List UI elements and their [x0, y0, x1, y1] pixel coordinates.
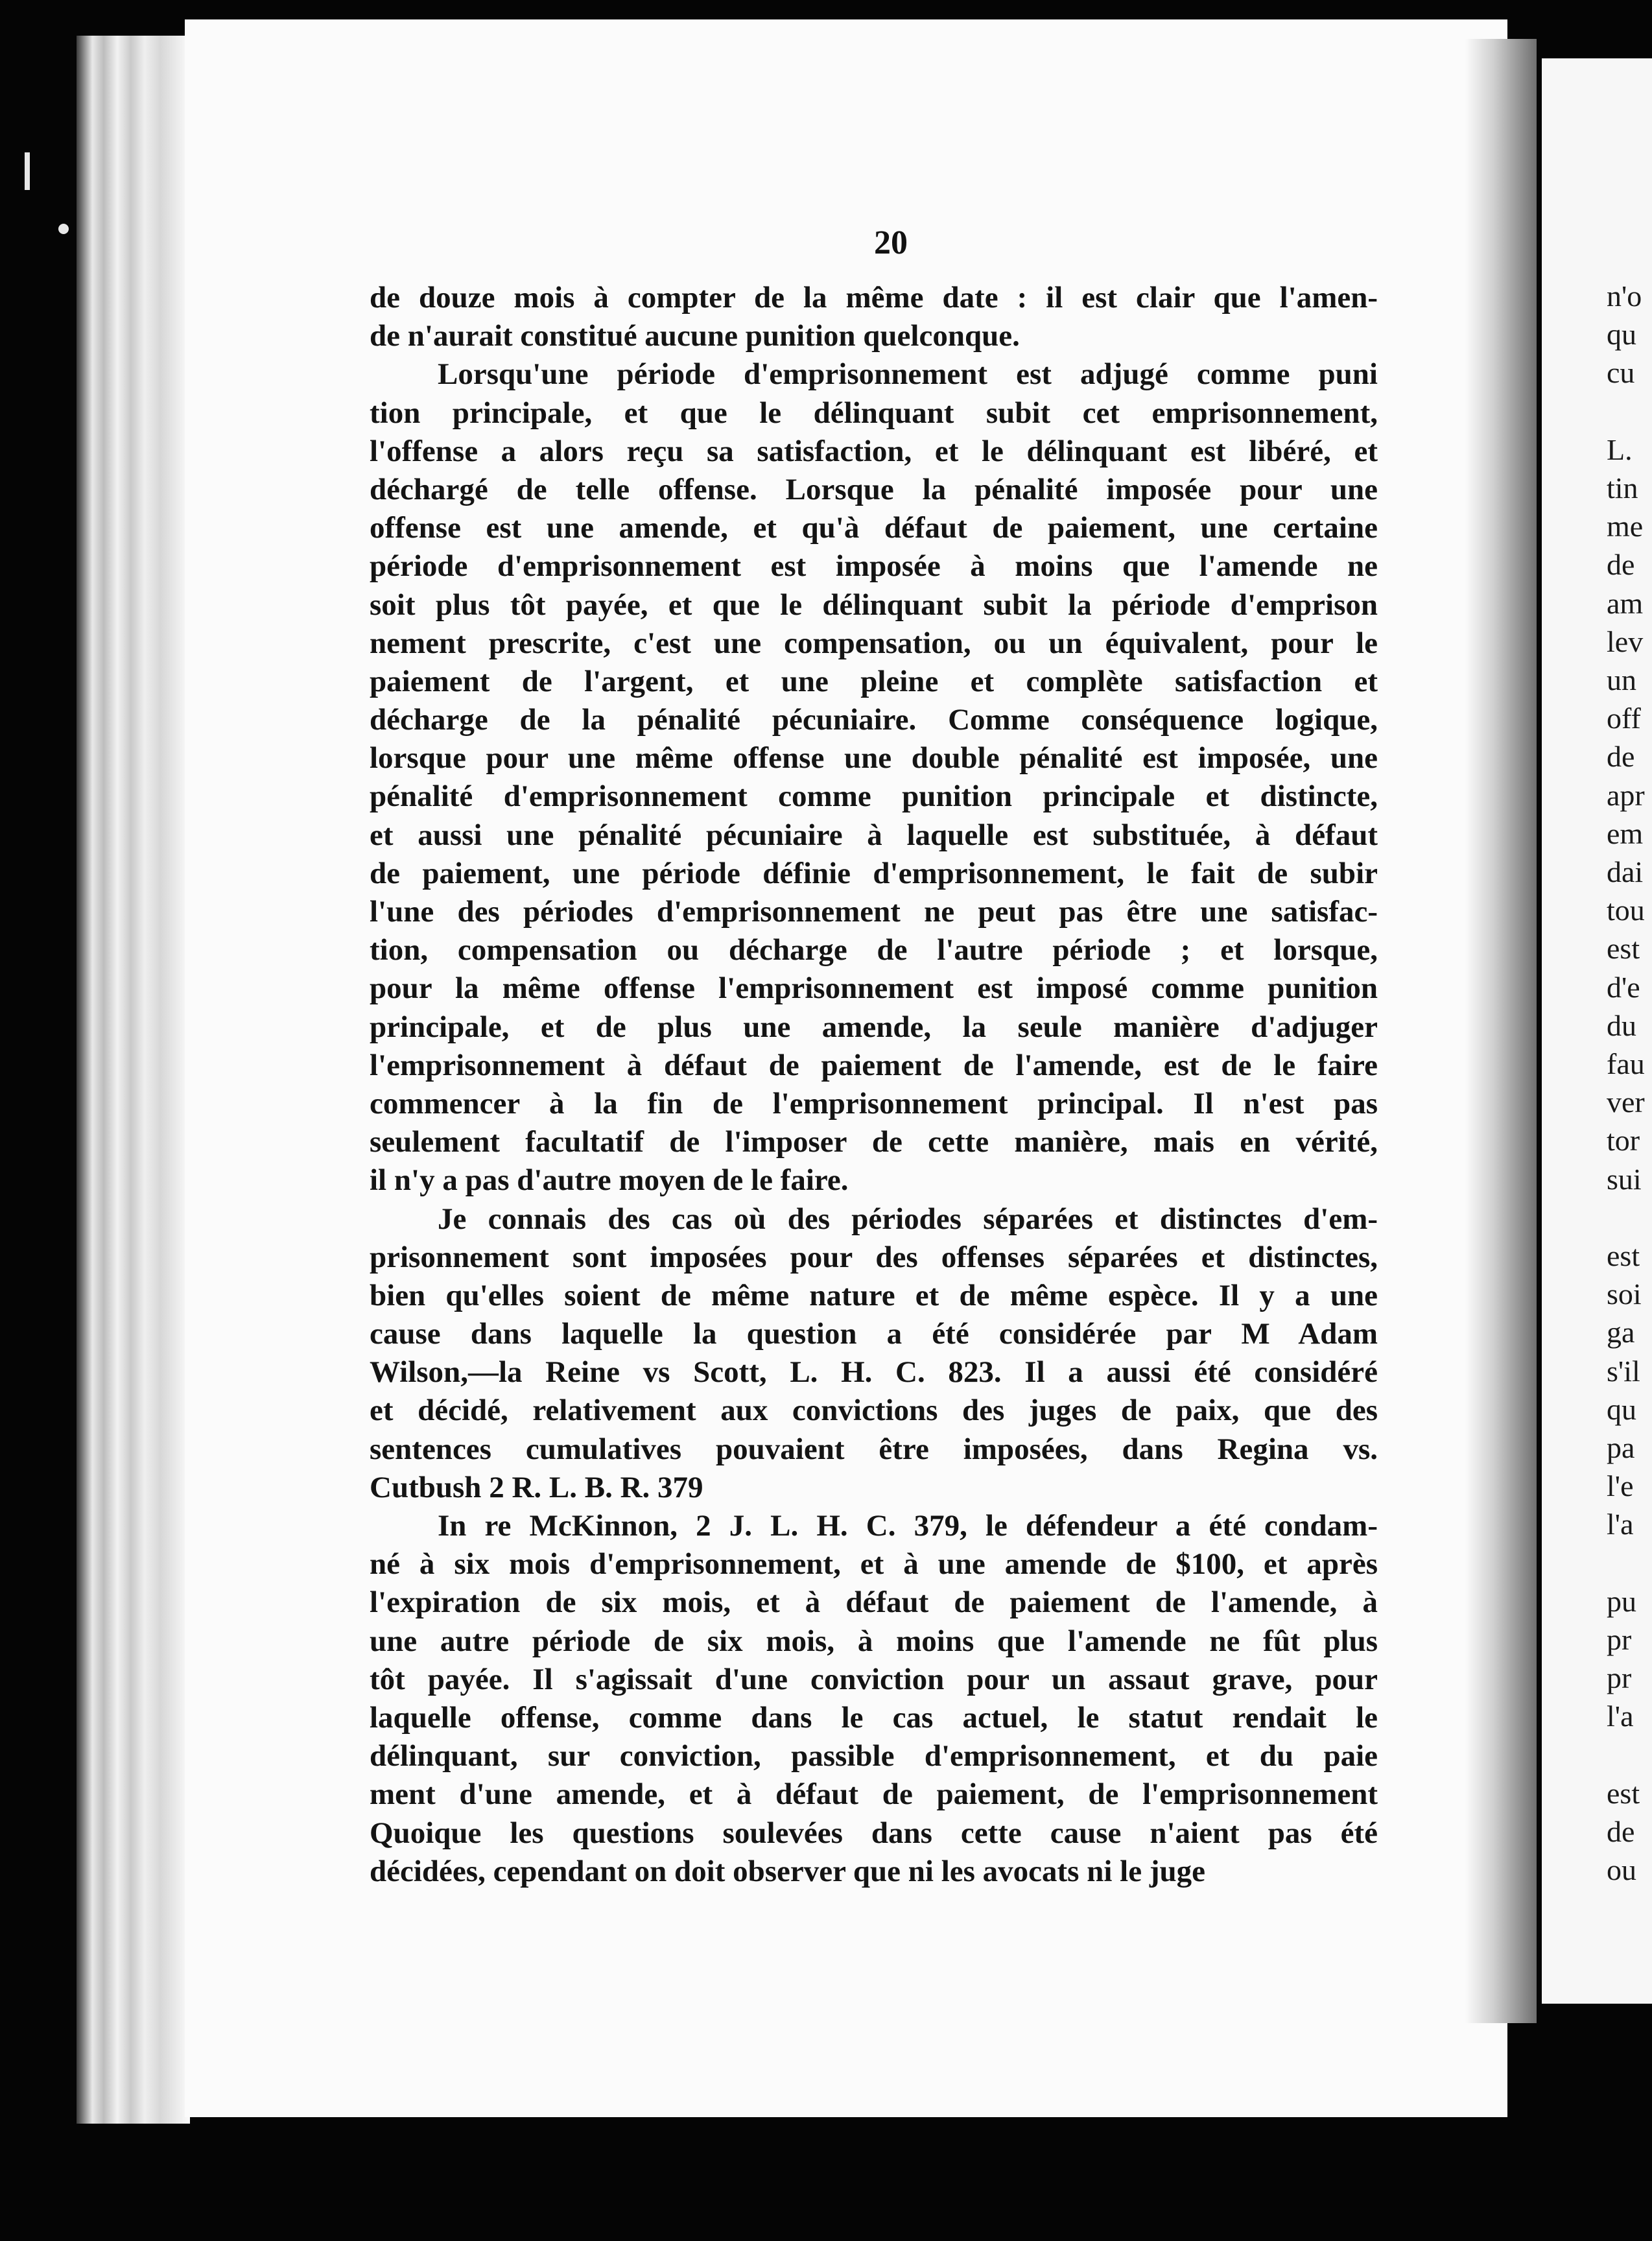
text-line: tôt payée. Il s'agissait d'une conviction pour un assaut grave, pour: [370, 1662, 1378, 1696]
text-line: de paiement, une période définie d'emprisonnement, le fait de subir: [370, 856, 1378, 890]
page-edge-stack: [77, 36, 190, 2124]
facing-text-fragment: cu: [1607, 356, 1635, 390]
facing-text-fragment: pr: [1607, 1623, 1632, 1656]
text-line: seulement facultatif de l'imposer de cette manière, mais en vérité,: [370, 1125, 1378, 1159]
text-line: In re McKinnon, 2 J. L. H. C. 379, le défendeur a été condam-: [438, 1509, 1378, 1543]
text-line: décidées, cependant on doit observer que ni les avocats ni le juge: [370, 1854, 1205, 1888]
facing-text-fragment: est: [1607, 932, 1640, 966]
text-line: prisonnement sont imposées pour des offenses séparées et distinctes,: [370, 1240, 1378, 1274]
facing-text-fragment: ver: [1607, 1085, 1645, 1119]
text-line: soit plus tôt payée, et que le délinquant subit la période d'emprison: [370, 587, 1378, 622]
text-line: décharge de la pénalité pécuniaire. Comme conséquence logique,: [370, 703, 1378, 737]
facing-text-fragment: l'e: [1607, 1469, 1634, 1503]
text-line: Je connais des cas où des périodes séparées et distinctes d'em-: [438, 1202, 1378, 1236]
body-text: [370, 279, 1378, 1891]
text-line: paiement de l'argent, et une pleine et complète satisfaction et: [370, 664, 1378, 698]
text-line: il n'y a pas d'autre moyen de le faire.: [370, 1163, 849, 1198]
text-line: laquelle offense, comme dans le cas actuel, le statut rendait le: [370, 1700, 1378, 1735]
facing-text-fragment: n'o: [1607, 279, 1642, 313]
facing-text-fragment: dai: [1607, 855, 1644, 888]
text-line: ment d'une amende, et à défaut de paiement, de l'emprisonnement: [370, 1777, 1378, 1812]
facing-text-fragment: off: [1607, 702, 1641, 735]
paragraph: [370, 279, 1378, 355]
text-line: commencer à la fin de l'emprisonnement principal. Il n'est pas: [370, 1086, 1378, 1120]
margin-mark: [25, 152, 30, 190]
text-line: de n'aurait constitué aucune punition quelconque.: [370, 319, 1020, 353]
facing-text-fragment: l'a: [1607, 1700, 1634, 1733]
text-line: Quoique les questions soulevées dans cette cause n'aient pas été: [370, 1816, 1378, 1850]
facing-text-fragment: d'e: [1607, 970, 1640, 1004]
facing-text-fragment: sui: [1607, 1162, 1642, 1196]
facing-text-fragment: pa: [1607, 1431, 1635, 1464]
text-line: sentences cumulatives pouvaient être imposées, dans Regina vs.: [370, 1432, 1378, 1466]
facing-text-fragment: lev: [1607, 624, 1644, 658]
text-line: de douze mois à compter de la même date : il est clair que l'amen-: [370, 281, 1378, 314]
paragraph: [370, 1200, 1378, 1508]
text-line: Wilson,—la Reine vs Scott, L. H. C. 823. Il a aussi été considéré: [370, 1355, 1378, 1390]
facing-text-fragment: apr: [1607, 778, 1645, 812]
text-line: l'emprisonnement à défaut de paiement de l'amende, est de le faire: [370, 1048, 1378, 1082]
facing-text-fragment: du: [1607, 1008, 1636, 1042]
text-line: période d'emprisonnement est imposée à moins que l'amende ne: [370, 549, 1378, 584]
paragraph: [370, 1507, 1378, 1891]
page-number: 20: [874, 224, 908, 261]
facing-text-fragment: L.: [1607, 433, 1633, 466]
facing-text-fragment: me: [1607, 510, 1644, 543]
text-line: offense est une amende, et qu'à défaut de paiement, une certaine: [370, 511, 1378, 545]
facing-text-fragment: qu: [1607, 318, 1636, 351]
facing-text-fragment: fau: [1607, 1047, 1645, 1080]
facing-text-fragment: qu: [1607, 1392, 1636, 1426]
text-line: l'expiration de six mois, et à défaut de paiement de l'amende, à: [370, 1585, 1378, 1620]
facing-text-fragment: est: [1607, 1239, 1640, 1272]
text-line: Lorsqu'une période d'emprisonnement est adjugé comme puni: [438, 357, 1378, 392]
text-line: Cutbush 2 R. L. B. R. 379: [370, 1470, 703, 1504]
text-line: tion principale, et que le délinquant subit cet emprisonnement,: [370, 396, 1378, 430]
text-line: délinquant, sur conviction, passible d'emprisonnement, et du paie: [370, 1739, 1378, 1773]
text-line: l'offense a alors reçu sa satisfaction, et le délinquant est libéré, et: [370, 434, 1378, 468]
facing-text-fragment: un: [1607, 663, 1636, 696]
facing-text-fragment: de: [1607, 740, 1635, 774]
facing-text-fragment: ou: [1607, 1853, 1636, 1887]
page-gutter-shadow: [1465, 39, 1537, 2023]
facing-text-fragment: est: [1607, 1776, 1640, 1810]
text-line: tion, compensation ou décharge de l'autre période ; et lorsque,: [370, 933, 1378, 967]
facing-text-fragment: de: [1607, 548, 1635, 582]
text-line: né à six mois d'emprisonnement, et à une amende de $100, et après: [370, 1547, 1378, 1582]
facing-text-fragment: l'a: [1607, 1508, 1634, 1541]
text-line: déchargé de telle offense. Lorsque la pénalité imposée pour une: [370, 472, 1378, 506]
text-line: principale, et de plus une amende, la seule manière d'adjuger: [370, 1010, 1378, 1044]
text-line: et aussi une pénalité pécuniaire à laquelle est substituée, à défaut: [370, 818, 1378, 852]
text-line: une autre période de six mois, à moins que l'amende ne fût plus: [370, 1624, 1378, 1658]
facing-text-fragment: am: [1607, 586, 1644, 620]
text-line: cause dans laquelle la question a été considérée par M Adam: [370, 1317, 1378, 1351]
facing-text-fragment: em: [1607, 816, 1644, 850]
facing-text-fragment: s'il: [1607, 1354, 1640, 1388]
facing-text-fragment: de: [1607, 1815, 1635, 1848]
text-line: pénalité d'emprisonnement comme punition principale et distincte,: [370, 779, 1378, 814]
text-line: l'une des périodes d'emprisonnement ne peut pas être une satisfac-: [370, 895, 1378, 929]
facing-text-fragment: soi: [1607, 1277, 1642, 1311]
text-line: nement prescrite, c'est une compensation, ou un équivalent, pour le: [370, 626, 1378, 660]
facing-page: [1542, 58, 1652, 2004]
text-line: et décidé, relativement aux convictions des juges de paix, que des: [370, 1393, 1378, 1428]
paragraph: [370, 355, 1378, 1200]
facing-text-fragment: ga: [1607, 1316, 1635, 1349]
facing-text-fragment: tou: [1607, 894, 1645, 927]
facing-text-fragment: tor: [1607, 1124, 1640, 1157]
text-line: pour la même offense l'emprisonnement est imposé comme punition: [370, 971, 1378, 1006]
text-line: bien qu'elles soient de même nature et de même espèce. Il y a une: [370, 1278, 1378, 1312]
facing-text-fragment: pu: [1607, 1584, 1636, 1618]
facing-text-fragment: tin: [1607, 471, 1638, 504]
text-line: lorsque pour une même offense une double pénalité est imposée, une: [370, 741, 1378, 776]
facing-text-fragment: pr: [1607, 1661, 1632, 1695]
